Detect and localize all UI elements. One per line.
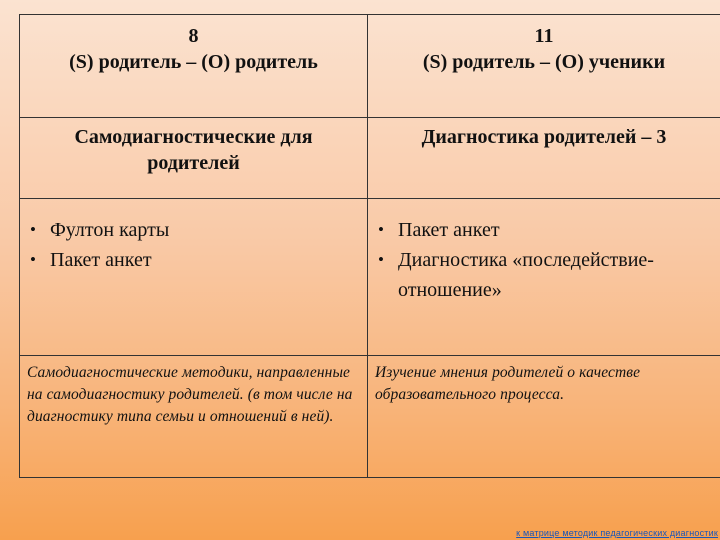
bullet-icon: • (30, 220, 36, 239)
table-row (20, 118, 720, 199)
list-item: • Пакет анкет (30, 245, 367, 275)
table-cell (368, 15, 720, 118)
cell-number: 11 (534, 25, 554, 47)
table-cell (20, 15, 368, 118)
cell-description: Самодиагностические методики, направленные на самодиагностику родителей. (в том числе на диагностику типа семьи и отношений в ней). (27, 364, 353, 425)
table-cell (20, 199, 368, 356)
table-cell (368, 356, 720, 478)
cell-heading: (S) родитель – (О) родитель (69, 51, 318, 73)
cell-heading: Диагностика родителей – 3 (421, 126, 667, 148)
list-item: • Диагностика «последействие-отношение» (378, 245, 720, 305)
bullet-list (20, 199, 367, 275)
cell-heading-line: родителей (147, 152, 240, 174)
table-cell (20, 118, 368, 199)
cell-heading-line: Самодиагностические для (74, 126, 313, 148)
bullet-icon: • (378, 250, 384, 269)
list-item: • Фултон карты (30, 215, 367, 245)
table-row (20, 356, 720, 478)
diagnostics-table (19, 14, 720, 478)
matrix-link[interactable]: к матрице методик педагогических диагностик (516, 528, 718, 538)
bullet-icon: • (378, 220, 384, 239)
bullet-icon: • (30, 250, 36, 269)
table-cell (20, 356, 368, 478)
cell-heading: (S) родитель – (О) ученики (422, 51, 666, 73)
cell-number: 8 (188, 25, 199, 47)
table-cell (368, 118, 720, 199)
table-cell (368, 199, 720, 356)
cell-description: Изучение мнения родителей о качестве образовательного процесса. (375, 364, 641, 403)
table-row (20, 15, 720, 118)
list-item: • Пакет анкет (378, 215, 720, 245)
table-row (20, 199, 720, 356)
bullet-list (368, 199, 720, 305)
